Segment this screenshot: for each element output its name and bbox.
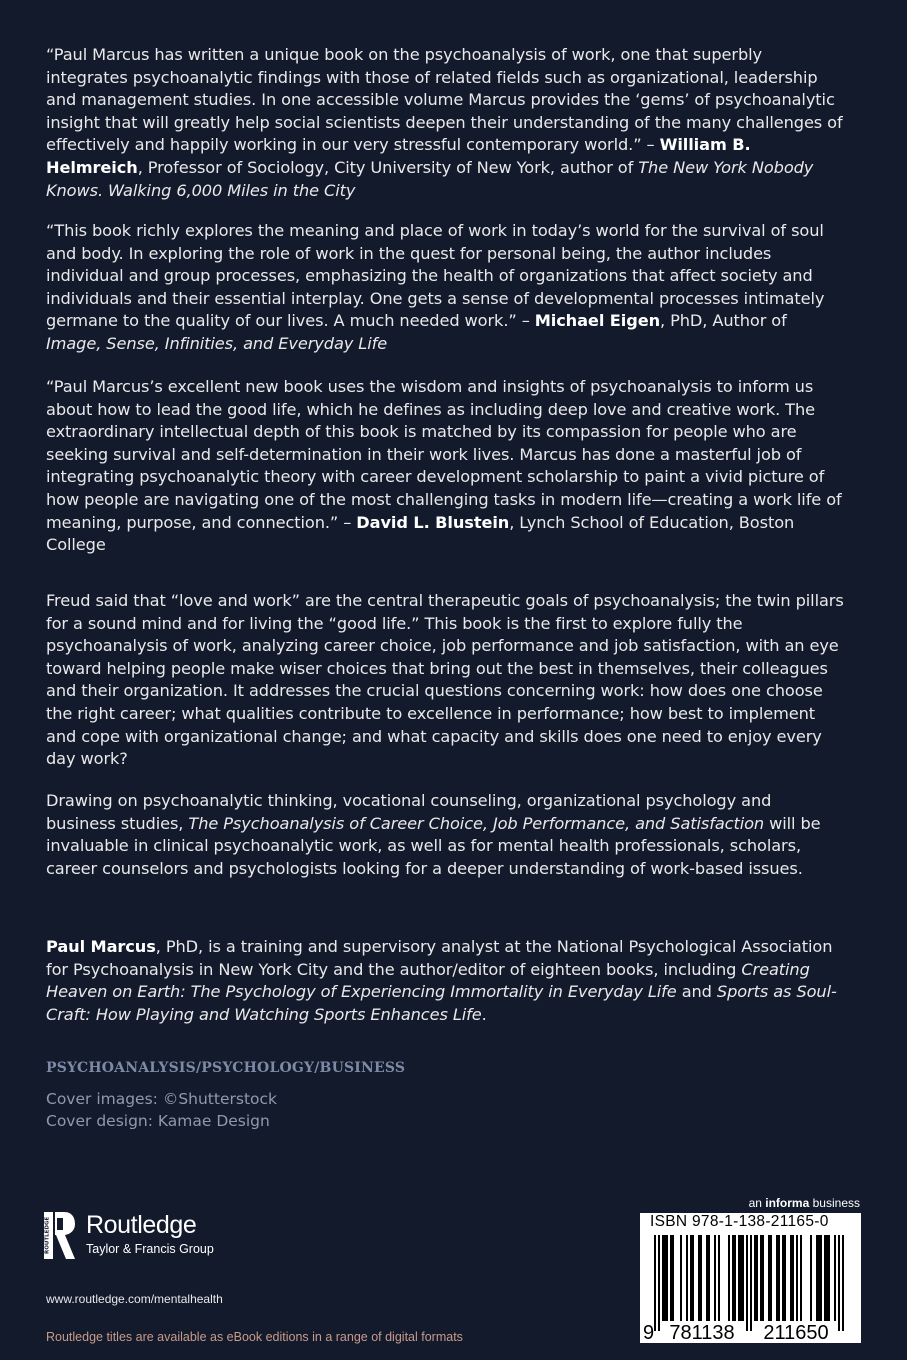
description-paragraph-1: Freud said that “love and work” are the central therapeutic goals of psychoanalysis; the twin pillars for a sound mind and for living the “good life.” This book is the first to explore fully the psychoanalysis of work, analyzing career choice, job performance and job satisfaction, with an eye toward helping people make wiser choices that bring out the best in themselves, their colleagues and their organization. It addresses the crucial questions concerning work: how does one choose the right career; what qualities contribute to excellence in performance; how best to implement and cope with organizational change; and what capacity and skills does one need to enjoy every day work? [46, 591, 844, 769]
barcode-bar [742, 1235, 744, 1321]
endorsement-helmreich [46, 44, 846, 202]
barcode-bar [792, 1235, 794, 1321]
informa-business-tag: an informa business [748, 1196, 860, 1210]
description-paragraph-2: Drawing on psychoanalytic thinking, vocational counseling, organizational psychology and business studies, The Psychoanalysis of Career Choice, Job Performance, and Satisfaction will be invaluable in clinical psychoanalytic work, as well as for mental health professionals, scholars, career counselors and psychologists looking for a deeper understanding of work-based issues. [46, 791, 821, 878]
barcode-bar [658, 1235, 660, 1331]
barcode-bar [734, 1235, 736, 1321]
barcode-bar [816, 1235, 818, 1321]
bio-book-1: Creating Heaven on Earth: The Psychology of Experiencing Immortality in Everyday Life [46, 959, 810, 1002]
barcode-bar [738, 1235, 740, 1321]
barcode-bar [666, 1235, 668, 1321]
barcode-digits: 9 [643, 1322, 655, 1343]
barcode-bar [740, 1235, 742, 1321]
barcode-bar [838, 1235, 840, 1331]
cover-images-credit: Cover images: ©Shutterstock [46, 1090, 278, 1108]
barcode-bar [796, 1235, 798, 1321]
barcode-bar [746, 1235, 748, 1331]
barcode-bar [760, 1235, 762, 1321]
routledge-logo-icon [44, 1209, 76, 1261]
barcode-bar [762, 1235, 764, 1321]
book-title: The Psychoanalysis of Career Choice, Job Performance, and Satisfaction [188, 813, 765, 833]
barcode-graphic [640, 1213, 861, 1343]
svg-text:ROUTLEDGE: ROUTLEDGE [44, 1216, 51, 1254]
barcode-bar [782, 1235, 784, 1321]
barcode-bar [662, 1235, 664, 1321]
publisher-name: Routledge [86, 1211, 197, 1239]
barcode-bar [718, 1235, 720, 1321]
barcode-bar [728, 1235, 730, 1321]
publisher-website[interactable]: www.routledge.com/mentalhealth [46, 1292, 223, 1306]
barcode-bar [690, 1235, 692, 1321]
barcode-bar [756, 1235, 758, 1321]
quote-text: “Paul Marcus’s excellent new book uses the wisdom and insights of psychoanalysis to inform us about how to lead the good life, which he defines as including deep love and creative work. The extraordinary intellectual depth of this book is matched by its compassion for people who are seeking survival and self-determination in their work lives. Marcus has done a masterful job of integrating psychoanalytic theory with career development scholarship to paint a vivid picture of how people are navigating one of the most challenging tasks in modern life—creating a work life of meaning, purpose, and connection.” – [46, 377, 842, 532]
barcode-digits: 781138 [669, 1322, 735, 1343]
quote-affiliation: , PhD, Author of [660, 311, 787, 331]
barcode-bar [810, 1235, 812, 1321]
quote-text: “Paul Marcus has written a unique book on the psychoanalysis of work, one that superbly integrates psychoanalytic findings with those of related fields such as organizational, leadership and management studies. In one accessible volume Marcus provides the ‘gems’ of psychoanalytic insight that will greatly help social scientists deepen their understanding of the many challenges of effectively and happily working in our very stressful contemporary world.” – [46, 45, 843, 155]
barcode-bar [664, 1235, 666, 1321]
barcode-bar [670, 1235, 672, 1321]
barcode-bar [800, 1235, 802, 1321]
barcode-bar [654, 1235, 656, 1331]
barcode-bar [828, 1235, 830, 1321]
barcode-bar [778, 1235, 780, 1321]
barcode-bar [698, 1235, 700, 1321]
barcode-bar [692, 1235, 694, 1321]
barcode-bar [776, 1235, 778, 1321]
barcode-bar [790, 1235, 792, 1321]
cover-design-credit: Cover design: Kamae Design [46, 1112, 270, 1130]
quote-author: Michael Eigen [534, 311, 660, 331]
barcode-bar [750, 1235, 752, 1331]
barcode-bar [672, 1235, 674, 1321]
barcode-bar [770, 1235, 772, 1321]
barcode-bar [824, 1235, 826, 1321]
barcode-bar [686, 1235, 688, 1321]
barcode-bar [784, 1235, 786, 1321]
author-bio: Paul Marcus, PhD, is a training and supervisory analyst at the National Psychological Association for Psychoanalysis in New York City and the author/editor of eighteen books, including Creating Heaven on Earth: The Psychology of Experiencing Immortality in Everyday Life and Sports as Soul-Craft: How Playing and Watching Sports Enhances Life. [46, 937, 837, 1024]
quote-work: The New York Nobody Knows. Walking 6,000 Miles in the City [46, 157, 814, 200]
author-name: Paul Marcus [46, 937, 156, 956]
barcode-bar [700, 1235, 702, 1321]
barcode-bar [834, 1235, 836, 1321]
ebook-note: Routledge titles are available as eBook editions in a range of digital formats [46, 1330, 463, 1344]
endorsement-eigen [46, 220, 846, 356]
isbn-barcode [640, 1213, 861, 1343]
barcode-bar [680, 1235, 682, 1321]
quote-affiliation: , Professor of Sociology, City University of New York, author of [137, 157, 634, 177]
quote-affiliation: , Lynch School of Education, Boston College [46, 512, 795, 555]
barcode-bar [820, 1235, 822, 1321]
quote-author: William B. Helmreich [46, 135, 751, 177]
barcode-bar [842, 1235, 844, 1331]
quote-author: David L. Blustein [356, 512, 510, 532]
endorsement-blustein [46, 376, 846, 557]
barcode-bar [732, 1235, 734, 1321]
quote-text: “This book richly explores the meaning and place of work in today’s world for the survival of soul and body. In exploring the role of work in the quest for personal being, the author includes individual and group processes, emphasizing the health of organizations that affect society and individuals and their essential interplay. One gets a sense of developmental processes intimately germane to the quality of our lives. A much needed work.” – [46, 221, 825, 331]
quote-work: Image, Sense, Infinities, and Everyday Life [46, 333, 388, 353]
publisher-group: Taylor & Francis Group [86, 1242, 214, 1256]
barcode-bar [768, 1235, 770, 1321]
barcode-bar [818, 1235, 820, 1321]
barcode-digits: 211650 [763, 1322, 829, 1343]
isbn-label: ISBN 978-1-138-21165-0 [650, 1213, 829, 1230]
barcode-bar [754, 1235, 756, 1321]
barcode-bar [706, 1235, 708, 1321]
subject-category: PSYCHOANALYSIS/PSYCHOLOGY/BUSINESS [46, 1060, 406, 1076]
barcode-bar [826, 1235, 828, 1321]
barcode-bar [708, 1235, 710, 1321]
bio-book-2: Sports as Soul-Craft: How Playing and Watching Sports Enhances Life [46, 982, 837, 1024]
barcode-bar [714, 1235, 716, 1321]
